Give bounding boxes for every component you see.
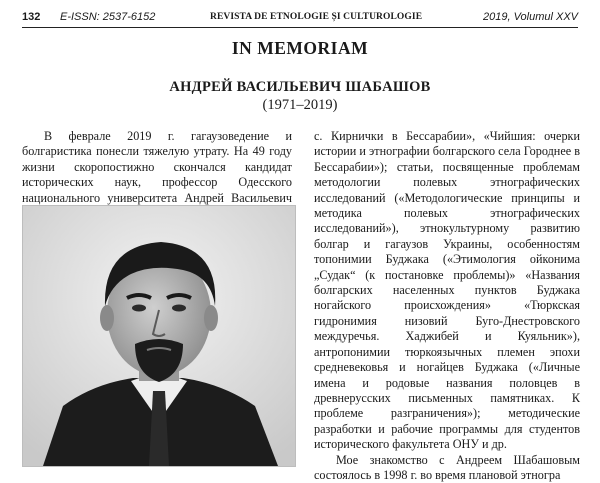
author-name: АНДРЕЙ ВАСИЛЬЕВИЧ ШАБАШОВ	[169, 79, 431, 95]
right-paragraph-1: с. Кирнички в Бессарабии», «Чийшия: очерки истории и этнографии болгарского села Городнее в Бессарабии»); статьи, посвященные проблемам методологии полевых этнографических исследований («Методологические принципы и методика полевых этнографических исследований»), этнокультурному развитию болгар и гагаузов Украины, особенностям топонимии Буджака («Этимология ойконима „Судак“ (к постановке проблемы)» «Названия болгарских населенных пунктов Буджака ногайского происхождения» «Тюркская гидронимия низовий Буго-Днестровского междуречья. Хаджибей и Куяльник»), антропонимии тюркоязычных племен эпохи средневековья и ногайцев Буджака («Личные имена и родовые названия половцев в древнерусских письменных памятниках. К проблеме разграничения»); методические разработки и рабочие программы для студентов исторического факультета ОНУ и др.	[314, 129, 580, 452]
intro-paragraph: В феврале 2019 г. гагаузоведение и болгаристика понесли тяжелую утрату. На 49 году жизни скоропостижно скончался кандидат исторических наук, профессор Одесского национального университета Андрей Васильевич	[22, 129, 292, 205]
right-column	[314, 129, 580, 483]
page-number: 132	[22, 11, 41, 23]
issue-info: 2019, Volumul XXV	[483, 11, 578, 23]
portrait-photo	[22, 205, 296, 467]
portrait-photo-icon	[23, 206, 295, 466]
page-header	[0, 0, 600, 30]
header-divider	[22, 27, 578, 28]
journal-title: REVISTA DE ETNOLOGIE ȘI CULTUROLOGIE	[210, 12, 423, 22]
author-years: (1971–2019)	[262, 97, 338, 113]
section-title: IN MEMORIAM	[231, 38, 369, 58]
right-paragraph-2: Мое знакомство с Андреем Шабашовым состоялось в 1998 г. во время плановой этногра	[314, 452, 580, 482]
issn: E-ISSN: 2537-6152	[60, 11, 156, 23]
